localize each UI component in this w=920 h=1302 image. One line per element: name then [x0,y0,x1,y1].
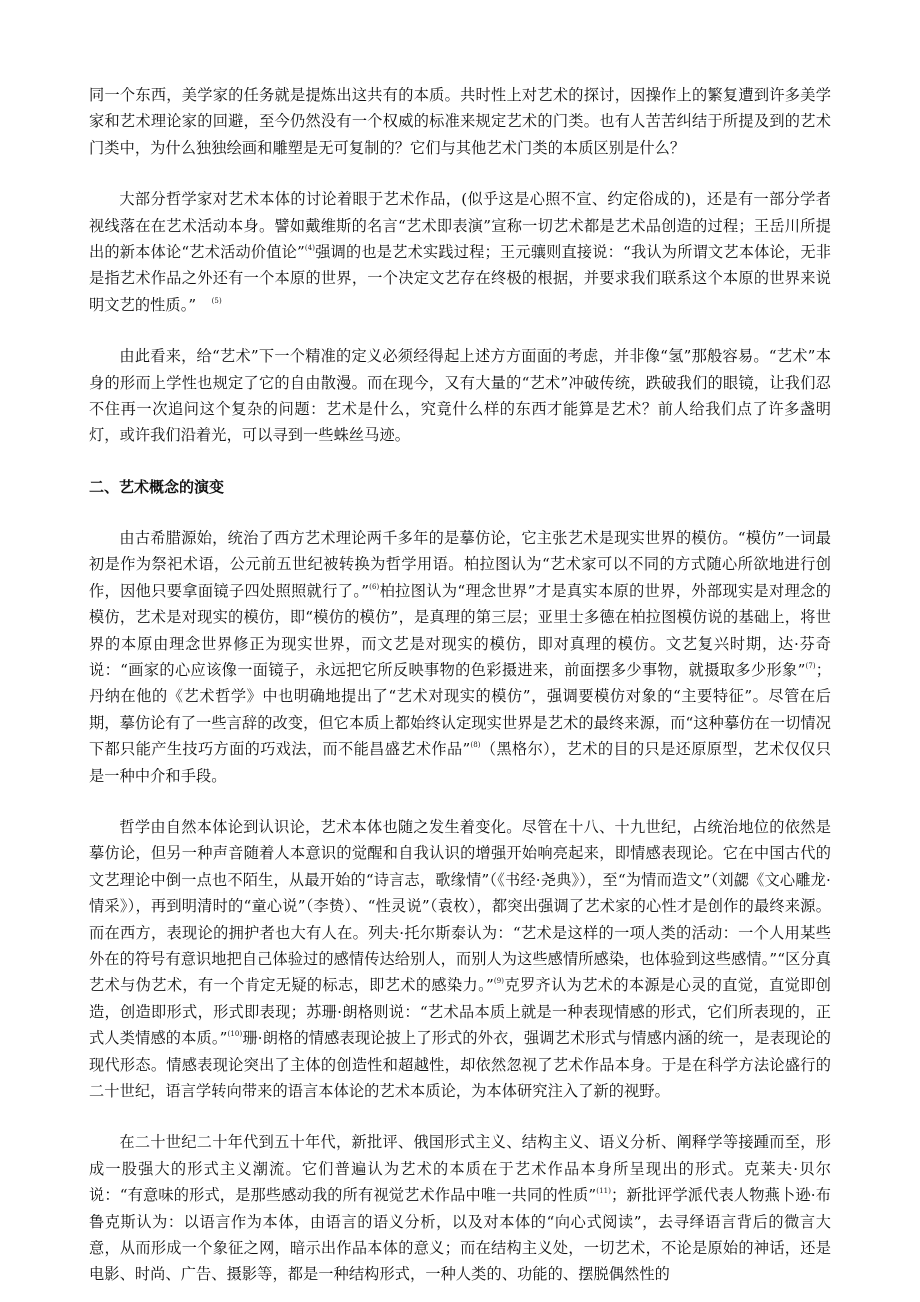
paragraph-text: （黑格尔），艺术的目的只是还原原型，艺术仅仅只是一种中介和手段。 [89,740,831,785]
paragraph-gap [89,449,831,474]
paragraph-text: 克罗齐认为艺术的本源是心灵的直觉，直觉即创造，创造即形式，形式即表现；苏珊·朗格则说：“艺术品本质上就是一种表现情感的形式，它们所表现的，正式人类情感的本质。” [89,976,831,1048]
footnote-ref[interactable]: (10) [227,1030,243,1039]
footnote-ref[interactable]: (4) [304,244,316,253]
paragraph-continuation [89,82,831,161]
paragraph-gap [89,318,831,343]
paragraph-formalism [89,1129,831,1287]
paragraph-text: 由此看来，给“艺术”下一个精准的定义必须经得起上述方方面面的考虑，并非像“氢”那般容易。“艺术”本身的形而上学性也规定了它的自由散漫。而在现今，又有大量的“艺术”冲破传统，跌破我们的眼镜，让我们忍不住再一次追问这个复杂的问题：艺术是什么，究竟什么样的东西才能算是艺术？前人给我们点了许多盏明灯，或许我们沿着光，可以寻到一些蛛丝马迹。 [89,347,831,445]
paragraph-mimesis [89,525,831,789]
footnote-ref[interactable]: (7) [805,661,816,670]
paragraph-text: 柏拉图认为“理念世界”才是真实本原的世界，外部现实是对理念的模仿，艺术是对现实的模仿，即“模仿的模仿”，是真理的第三层；亚里士多德在柏拉图模仿说的基础上，将世界的本原由理念世界修正为现实世界，而文艺是对现实的模仿，即对真理的模仿。文艺复兴时期，达·芬奇说：“画家的心应该像一面镜子，永远把它所反映事物的色彩摄进来，前面摆多少事物，就摄取多少形象” [89,581,831,679]
paragraph-art-ontology [89,186,831,318]
section-heading: 二、艺术概念的演变 [89,477,225,496]
footnote-ref[interactable]: (8) [470,741,481,750]
paragraph-gap [89,1104,831,1129]
paragraph-gap [89,161,831,186]
paragraph-gap [89,500,831,525]
paragraph-gap [89,789,831,814]
paragraph-text: ；丹纳在他的《艺术哲学》中也明确地提出了“艺术对现实的模仿”，强调要模仿对象的“主要特征”。尽管在后期，摹仿论有了一些言辞的改变，但它本质上都始终认定现实世界是艺术的最终来源，而“这种摹仿在一切情况下都只能产生技巧方面的巧戏法，而不能昌盛艺术作品” [89,660,831,759]
paragraph-text: 大部分哲学家对艺术本体的讨论着眼于艺术作品，(似乎这是心照不宣、约定俗成的)，还是有一部分学者视线落在在艺术活动本身。譬如戴维斯的名言“艺术即表演”宣称一切艺术都是艺术品创造的过程；王岳川所提出的新本体论“艺术活动价值论” [89,190,831,262]
footnote-ref[interactable]: (9) [493,977,505,986]
paragraph-text: 强调的也是艺术实践过程；王元骧则直接说：“我认为所谓文艺本体论，无非是指艺术作品之外还有一个本原的世界，一个决定文艺存在终极的根据，并要求我们联系这个本原的世界来说明文艺的性质。” [89,243,832,314]
paragraph-text: ；新批评学派代表人物燕卜逊·布鲁克斯认为：以语言作为本体，由语言的语义分析，以及对本体的“向心式阅读”，去寻绎语言背后的微言大意，从而形成一个象征之网，暗示出作品本体的意义；而在结构主义处，一切艺术，不论是原始的神话，还是电影、时尚、广告、摄影等，都是一种结构形式，一种人类的、功能的、摆脱偶然性的 [89,1186,831,1284]
paragraph-text: 珊·朗格的情感表现论披上了形式的外衣，强调艺术形式与情感内涵的统一，是表现论的现代形态。情感表现论突出了主体的创造性和超越性，却依然忽视了艺术作品本身。于是在科学方法论盛行的二十世纪，语言学转向带来的语言本体论的艺术本质论，为本体研究注入了新的视野。 [89,1029,831,1100]
footnote-ref[interactable]: (5) [211,296,222,305]
paragraph-text: 哲学由自然本体论到认识论，艺术本体也随之发生着变化。尽管在十八、十九世纪，占统治地位的依然是摹仿论，但另一种声音随着人本意识的觉醒和自我认识的增强开始响亮起来，即情感表现论。它在中国古代的文艺理论中倒一点也不陌生，从最开始的“诗言志，歌缘情”（《书经·尧典》），至“为情而造文”（刘勰《文心雕龙·情采》），再到明清时的“童心说”（李贽）、“性灵说”（袁枚），都突出强调了艺术家的心性才是创作的最终来源。而在西方，表现论的拥护者也大有人在。列夫·托尔斯泰认为：“艺术是这样的一项人类的活动：一个人用某些外在的符号有意识地把自己体验过的感情传达给别人，而别人为这些感情所感染，也体验到这些感情。”“区分真艺术与伪艺术，有一个肯定无疑的标志，即艺术的感染力。” [89,817,831,995]
footnote-ref[interactable]: (6) [369,582,380,591]
footnote-ref[interactable]: (11) [596,1187,612,1196]
paragraph-text: 由古希腊源始，统治了西方艺术理论两千多年的是摹仿论，它主张艺术是现实世界的模仿。“模仿”一词最初是作为祭祀术语，公元前五世纪被转换为哲学用语。柏拉图认为“艺术家可以不同的方式随心所欲地进行创作，因他只要拿面镜子四处照照就行了。” [89,528,831,600]
paragraph-expression-theory [89,814,831,1104]
paragraph-text: 同一个东西，美学家的任务就是提炼出这共有的本质。共时性上对艺术的探讨，因操作上的繁复遭到许多美学家和艺术理论家的回避，至今仍然没有一个权威的标准来规定艺术的门类。也有人苦苦纠结于所提及到的艺术门类中，为什么独独绘画和雕塑是无可复制的？它们与其他艺术门类的本质区别是什么？ [89,86,831,157]
paragraph-definition [89,343,831,449]
paragraph-text: 在二十世纪二十年代到五十年代，新批评、俄国形式主义、结构主义、语义分析、阐释学等接踵而至，形成一股强大的形式主义潮流。它们普遍认为艺术的本质在于艺术作品本身所呈现出的形式。克莱夫·贝尔说：“有意味的形式，是那些感动我的所有视觉艺术作品中唯一共同的性质” [89,1133,831,1205]
document-page [89,82,831,1288]
